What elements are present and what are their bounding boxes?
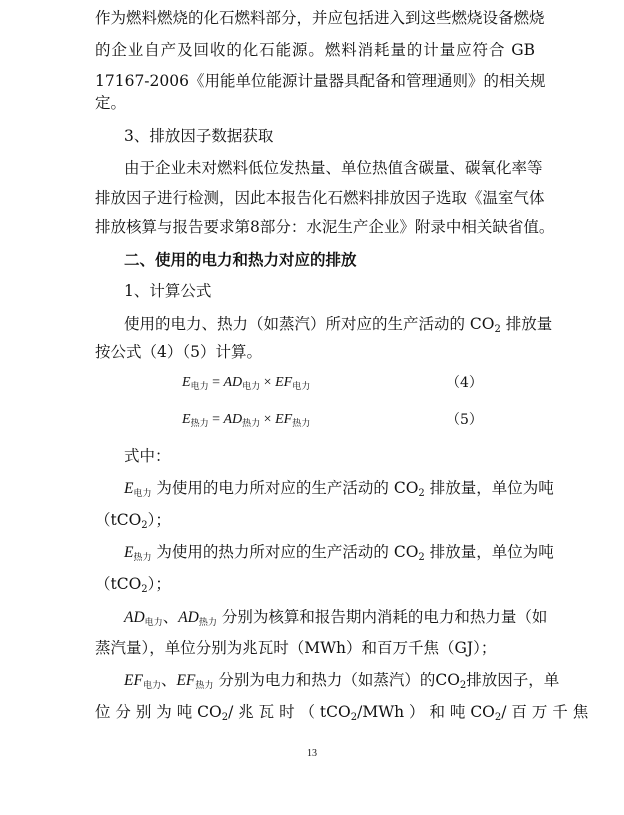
text-run: /MWh ） 和 吨 CO — [357, 703, 495, 721]
subscript: 热力 — [133, 553, 152, 563]
text-run: 排放量，单位为吨 — [424, 479, 554, 497]
section-title: 二、使用的电力和热力对应的排放 — [124, 250, 357, 269]
definition-line — [95, 700, 589, 730]
text-run: 排放量 — [500, 315, 553, 333]
eq-operator: × — [260, 375, 276, 390]
eq-subscript: 电力 — [242, 382, 261, 392]
subscript: 2 — [350, 712, 358, 723]
subscript: 2 — [494, 712, 502, 723]
subscript: 电力 — [142, 681, 161, 691]
eq-operator: = — [208, 412, 224, 427]
text-run: 为使用的热力所对应的生产活动的 CO — [151, 543, 419, 561]
subheading: 3、排放因子数据获取 — [124, 127, 274, 145]
symbol: AD — [124, 609, 145, 626]
subscript: 2 — [459, 680, 467, 691]
text-run: 为使用的电力所对应的生产活动的 CO — [151, 479, 419, 497]
subscript: 热力 — [198, 618, 217, 628]
definition-line — [95, 508, 535, 538]
eq-symbol: E — [182, 412, 191, 427]
subscript: 2 — [141, 584, 148, 595]
symbol: EF — [124, 672, 143, 689]
subscript: 电力 — [144, 618, 163, 628]
definition-line — [124, 668, 560, 698]
equation-5 — [182, 410, 310, 434]
text-run: 、 — [162, 608, 179, 626]
subscript: 2 — [141, 520, 148, 531]
symbol: E — [124, 480, 134, 497]
eq-subscript: 热力 — [292, 419, 311, 429]
paragraph-line: 排放核算与报告要求第8部分：水泥生产企业》附录中相关缺省值。 — [95, 218, 555, 236]
page-number: 13 — [307, 748, 317, 759]
subscript: 2 — [418, 552, 425, 563]
text-run: 分别为电力和热力（如蒸汽）的CO — [213, 671, 460, 689]
text-run: ）； — [147, 511, 171, 529]
where-label: 式中： — [124, 447, 171, 465]
paragraph-line: 排放因子进行检测，因此本报告化石燃料排放因子选取《温室气体 — [95, 189, 545, 207]
symbol: E — [124, 544, 134, 561]
paragraph-line: 作为燃料燃烧的化石燃料部分，并应包括进入到这些燃烧设备燃烧 — [95, 9, 545, 27]
subscript: 热力 — [195, 681, 214, 691]
eq-symbol: AD — [223, 412, 243, 427]
text-run: / 兆 瓦 时 （ tCO — [228, 703, 351, 721]
symbol: EF — [176, 672, 196, 689]
text-run: 、 — [160, 671, 177, 689]
paragraph-line: 按公式（4）（5）计算。 — [95, 343, 262, 361]
equation-4 — [182, 373, 310, 397]
eq-symbol: E — [182, 375, 191, 390]
subscript: 2 — [418, 488, 425, 499]
text-run: （tCO — [95, 511, 142, 529]
eq-subscript: 热力 — [242, 419, 261, 429]
definition-line — [124, 540, 554, 570]
text-run: 排放因子，单 — [466, 671, 560, 689]
definition-line: 蒸汽量），单位分别为兆瓦时（MWh）和百万千焦（GJ）； — [95, 639, 497, 657]
eq-symbol: EF — [275, 375, 293, 390]
text-run: （tCO — [95, 575, 142, 593]
text-run: 排放量，单位为吨 — [424, 543, 554, 561]
equation-number: （5） — [446, 412, 483, 428]
paragraph-line: 由于企业未对燃料低位发热量、单位热值含碳量、碳氧化率等 — [124, 159, 543, 177]
subscript: 2 — [221, 712, 229, 723]
text-run: 使用的电力、热力（如蒸汽）所对应的生产活动的 CO — [124, 315, 495, 333]
subscript: 电力 — [133, 489, 152, 499]
eq-subscript: 热力 — [190, 419, 209, 429]
equation-number: （4） — [446, 375, 483, 391]
text-run: ）； — [147, 575, 171, 593]
eq-subscript: 电力 — [292, 382, 311, 392]
eq-operator: = — [208, 375, 224, 390]
eq-operator: × — [260, 412, 276, 427]
eq-symbol: AD — [223, 375, 243, 390]
subscript: 2 — [494, 324, 501, 335]
subheading: 1、计算公式 — [124, 282, 212, 300]
definition-line — [124, 476, 554, 506]
text-run: 位 分 别 为 吨 CO — [95, 703, 222, 721]
symbol: AD — [178, 609, 199, 626]
eq-symbol: EF — [275, 412, 293, 427]
paragraph-line: 的企业自产及回收的化石能源。燃料消耗量的计量应符合 GB — [95, 41, 535, 59]
paragraph-line: 17167-2006《用能单位能源计量器具配备和管理通则》的相关规 — [95, 72, 546, 90]
paragraph-line: 定。 — [95, 94, 127, 112]
eq-subscript: 电力 — [190, 382, 209, 392]
paragraph-line — [124, 312, 553, 342]
text-run: 分别为核算和报告期内消耗的电力和热力量（如 — [216, 608, 548, 626]
text-run: / 百 万 千 焦 — [501, 703, 589, 721]
definition-line — [124, 605, 548, 635]
definition-line — [95, 572, 535, 602]
